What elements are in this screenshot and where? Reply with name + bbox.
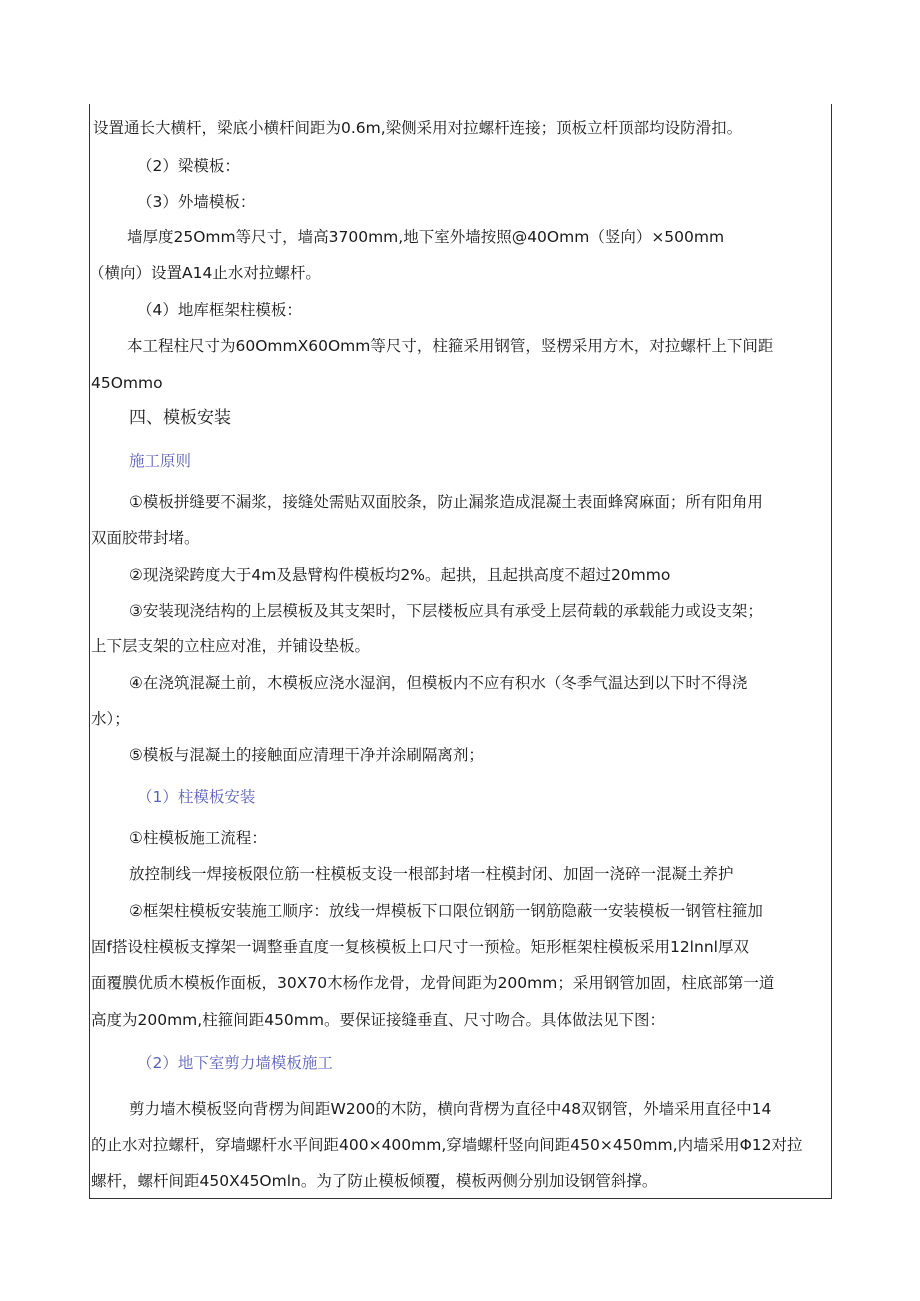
heading-shear-wall-formwork: （2）地下室剪力墙模板施工: [137, 1054, 333, 1072]
text-line: 固f搭设柱模板支撑架一调整垂直度一复核模板上口尺寸一预检。矩形框架柱模板采用12lnnl厚双: [91, 938, 749, 956]
text-line: 本工程柱尺寸为60OmmX60Omm等尺寸，柱箍采用钢管，竖楞采用方木，对拉螺杆上下间距: [127, 337, 774, 355]
text-line: （横向）设置A14止水对拉螺杆。: [89, 264, 321, 282]
sub-heading: （4）地库框架柱模板：: [137, 301, 302, 319]
text-line: ②框架柱模板安装施工顺序：放线一焊模板下口限位钢筋一钢筋隐蔽一安装模板一钢管柱箍加: [129, 902, 763, 920]
text-line: 设置通长大横杆，梁底小横杆间距为0.6m,梁侧采用对拉螺杆连接；顶板立杆顶部均设防滑扣。: [93, 119, 743, 137]
text-line: 上下层支架的立柱应对准，并铺设垫板。: [91, 637, 371, 655]
text-line: ④在浇筑混凝土前，木模板应浇水湿润，但模板内不应有积水（冬季气温达到以下时不得浇: [129, 674, 748, 692]
text-line: 螺杆，螺杆间距450X45Omln。为了防止模板倾覆，模板两侧分别加设钢管斜撑。: [91, 1172, 658, 1190]
text-line: ①柱模板施工流程：: [129, 829, 267, 847]
heading-construction-principles: 施工原则: [129, 452, 192, 470]
text-line: 墙厚度25Omm等尺寸，墙高3700mm,地下室外墙按照@40Omm（竖向）×500mm: [127, 228, 725, 246]
text-line: 45Ommo: [91, 374, 163, 392]
text-line: 放控制线一焊接板限位筋一柱模板支设一根部封堵一柱模封闭、加固一浇碎一混凝土养护: [129, 865, 734, 883]
text-line: ①模板拼缝要不漏浆，接缝处需贴双面胶条，防止漏浆造成混凝土表面蜂窝麻面；所有阳角用: [129, 493, 763, 511]
text-line: ③安装现浇结构的上层模板及其支架时，下层楼板应具有承受上层荷载的承载能力或设支架；: [129, 602, 763, 620]
sub-heading: （3）外墙模板：: [137, 193, 256, 211]
heading-column-formwork: （1）柱模板安装: [137, 788, 256, 806]
text-line: 剪力墙木模板竖向背楞为间距W200的木防，横向背楞为直径中48双钢管，外墙采用直径中14: [129, 1100, 772, 1118]
text-line: 的止水对拉螺杆，穿墙螺杆水平间距400×400mm,穿墙螺杆竖向间距450×450mm,内墙采用Φ12对拉: [91, 1136, 803, 1154]
text-line: ②现浇梁跨度大于4m及悬臂构件模板均2%。起拱，且起拱高度不超过20mmo: [129, 566, 671, 584]
text-line: 高度为200mm,柱箍间距450mm。要保证接缝垂直、尺寸吻合。具体做法见下图：: [91, 1011, 665, 1029]
sub-heading: （2）梁模板：: [137, 157, 240, 175]
section-heading: 四、模板安装: [129, 408, 231, 428]
text-line: 双面胶带封堵。: [91, 529, 200, 547]
text-line: 水）；: [91, 710, 130, 728]
text-line: ⑤模板与混凝土的接触面应清理干净并涂刷隔离剂；: [129, 746, 484, 764]
text-line: 面覆膜优质木模板作面板，30X70木杨作龙骨，龙骨间距为200mm；采用钢管加固，柱底部第一道: [91, 974, 775, 992]
